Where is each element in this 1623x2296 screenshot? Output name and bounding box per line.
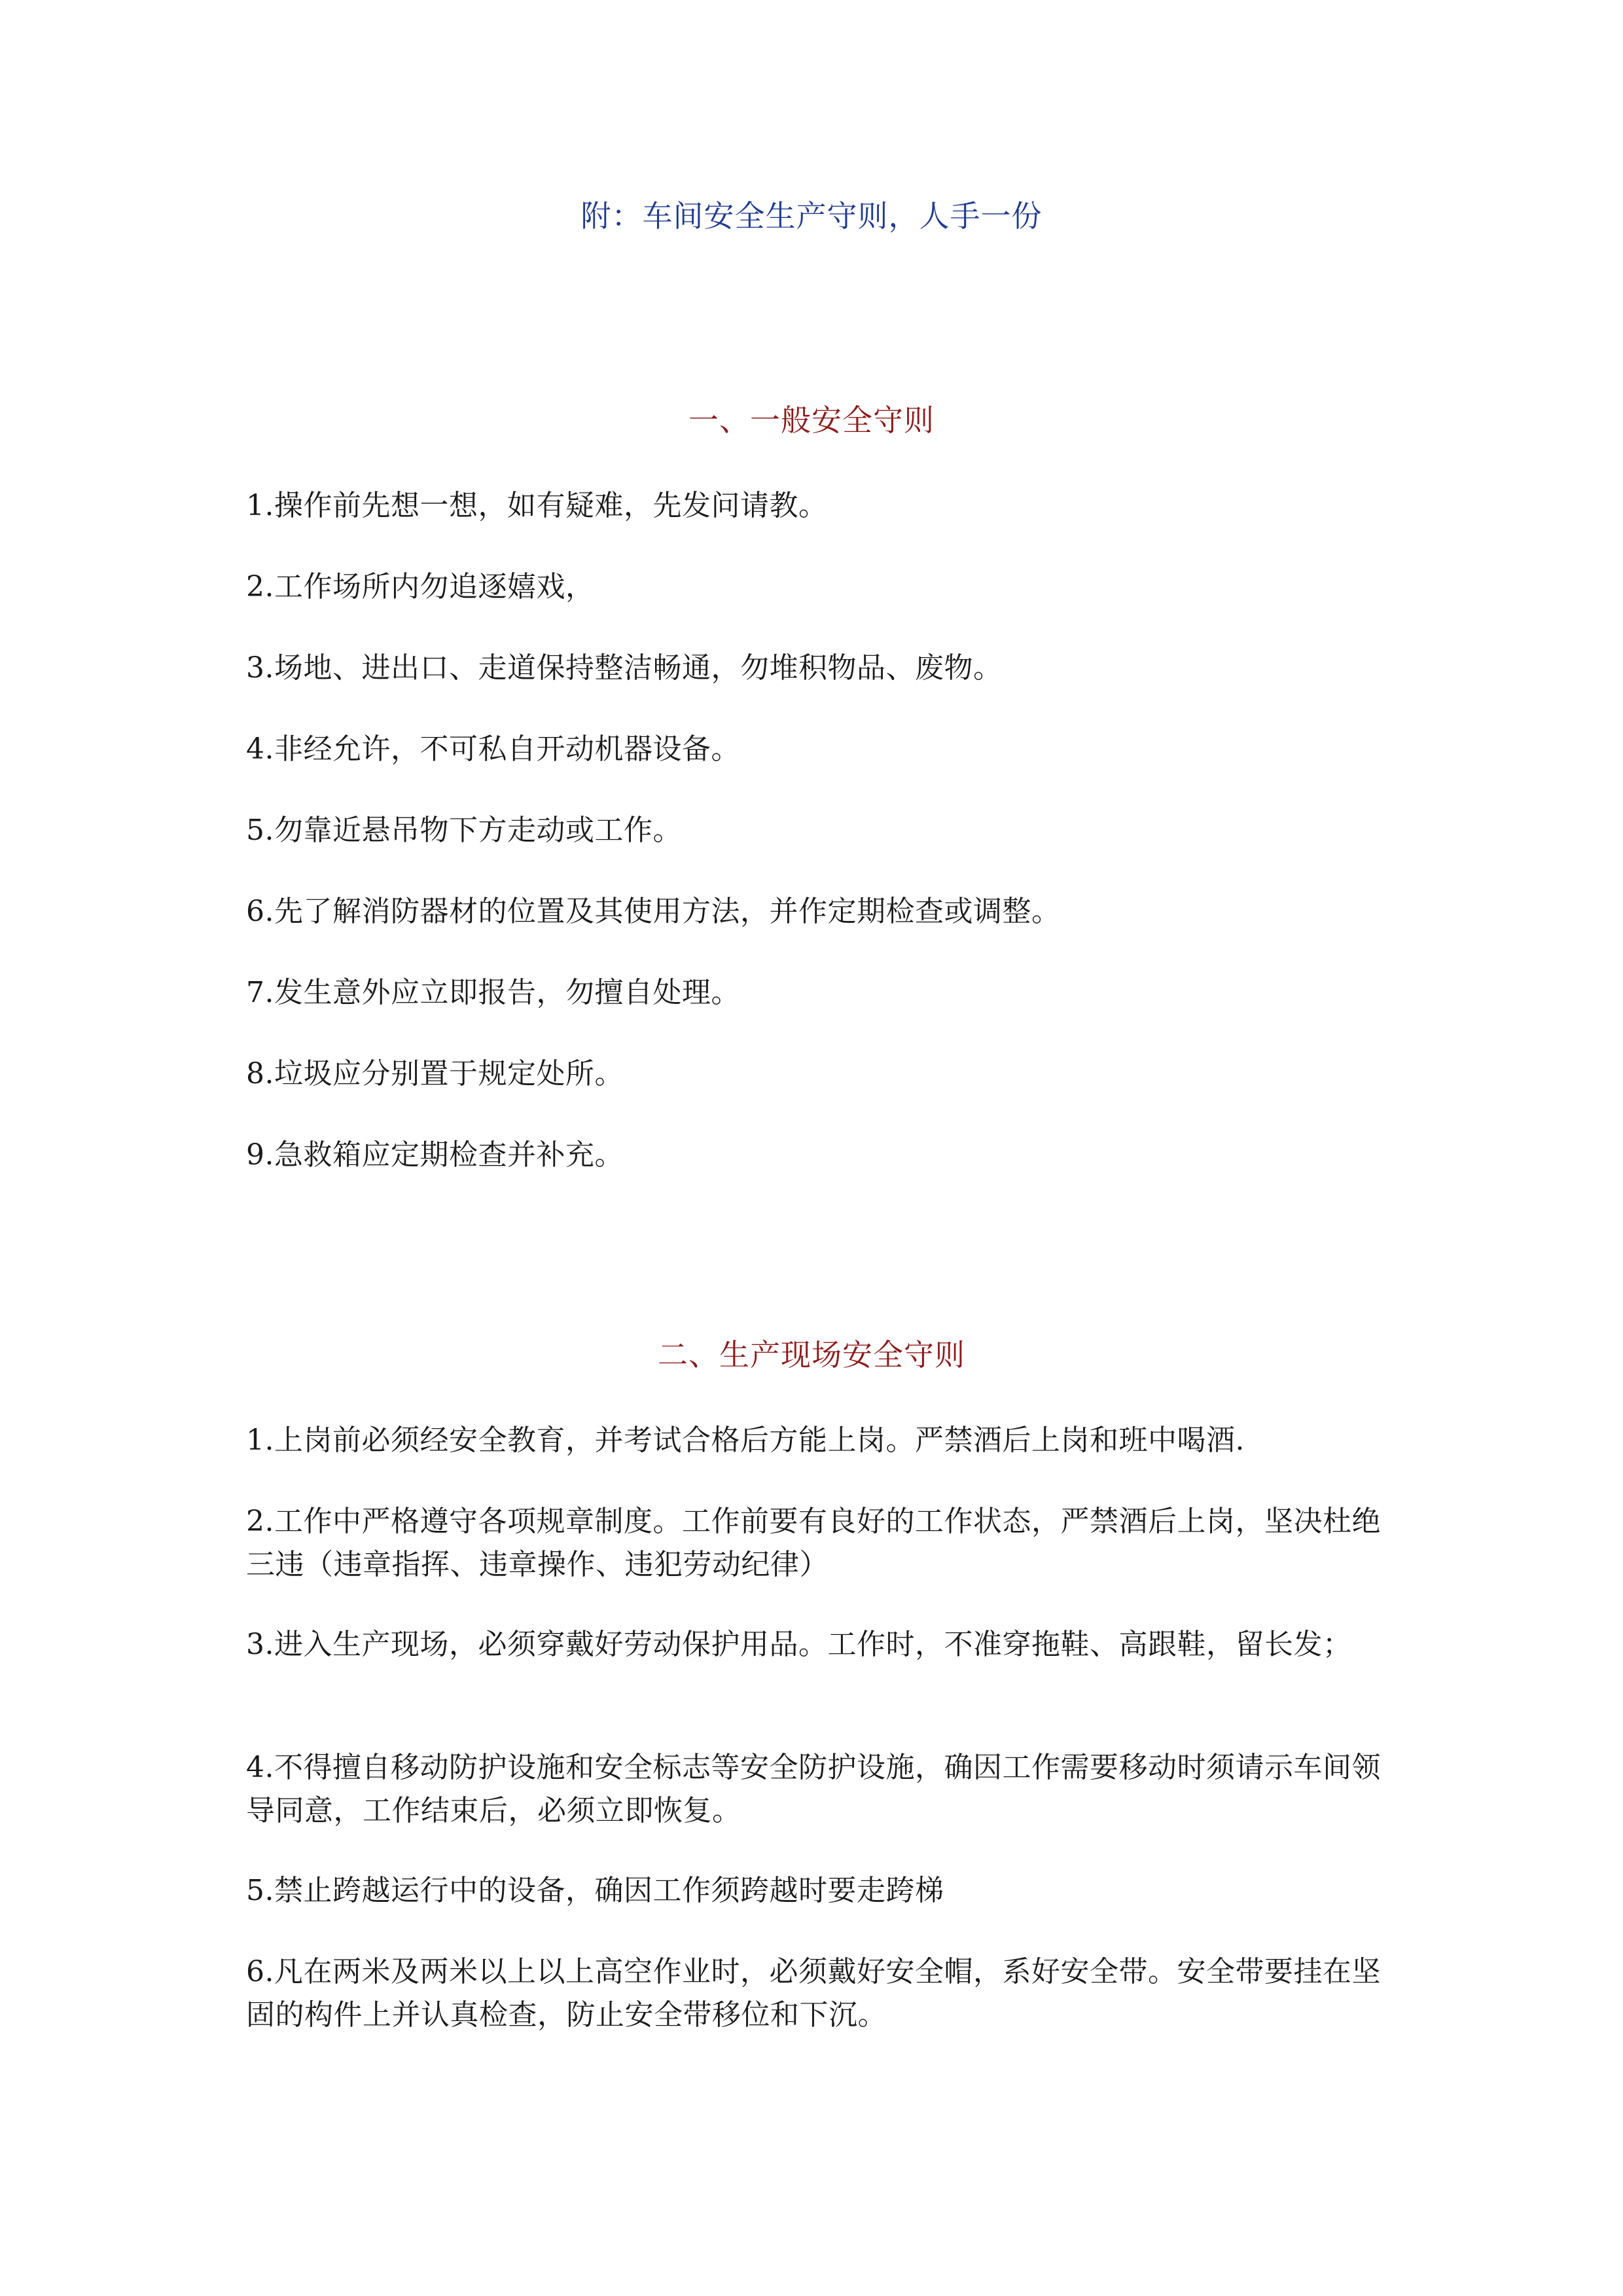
rule-item: 9.急救箱应定期检查并补充。 <box>246 1138 624 1172</box>
document-title: 附：车间安全生产守则，人手一份 <box>580 198 1043 234</box>
rule-item: 4.非经允许，不可私自开动机器设备。 <box>246 732 740 766</box>
rule-item: 3.进入生产现场，必须穿戴好劳动保护用品。工作时，不准穿拖鞋、高跟鞋，留长发； <box>246 1628 1352 1661</box>
rule-item: 3.场地、进出口、走道保持整洁畅通，勿堆积物品、废物。 <box>246 651 1003 685</box>
section-heading-general: 一、一般安全守则 <box>688 403 935 438</box>
rule-item: 2.工作中严格遵守各项规章制度。工作前要有良好的工作状态，严禁酒后上岗，坚决杜绝三违（违章指挥、违章操作、违犯劳动纪律） <box>246 1505 1381 1581</box>
rule-item: 4.不得擅自移动防护设施和安全标志等安全防护设施，确因工作需要移动时须请示车间领导同意，工作结束后，必须立即恢复。 <box>246 1751 1381 1827</box>
rule-item: 7.发生意外应立即报告，勿擅自处理。 <box>246 976 740 1009</box>
rule-item: 5.勿靠近悬吊物下方走动或工作。 <box>246 814 682 847</box>
rule-item: 2.工作场所内勿追逐嬉戏， <box>246 570 595 603</box>
rule-item: 5.禁止跨越运行中的设备，确因工作须跨越时要走跨梯 <box>246 1874 944 1907</box>
rule-item: 1.操作前先想一想，如有疑难，先发问请教。 <box>246 489 828 522</box>
rule-item: 8.垃圾应分别置于规定处所。 <box>246 1057 624 1090</box>
rule-item: 1.上岗前必须经安全教育，并考试合格后方能上岗。严禁酒后上岗和班中喝酒. <box>246 1424 1245 1457</box>
section-heading-production-site: 二、生产现场安全守则 <box>658 1337 965 1372</box>
rule-item: 6.先了解消防器材的位置及其使用方法，并作定期检查或调整。 <box>246 895 1061 928</box>
rule-item: 6.凡在两米及两米以上以上高空作业时，必须戴好安全帽，系好安全带。安全带要挂在坚固的构件上并认真检查，防止安全带移位和下沉。 <box>246 1955 1381 2032</box>
